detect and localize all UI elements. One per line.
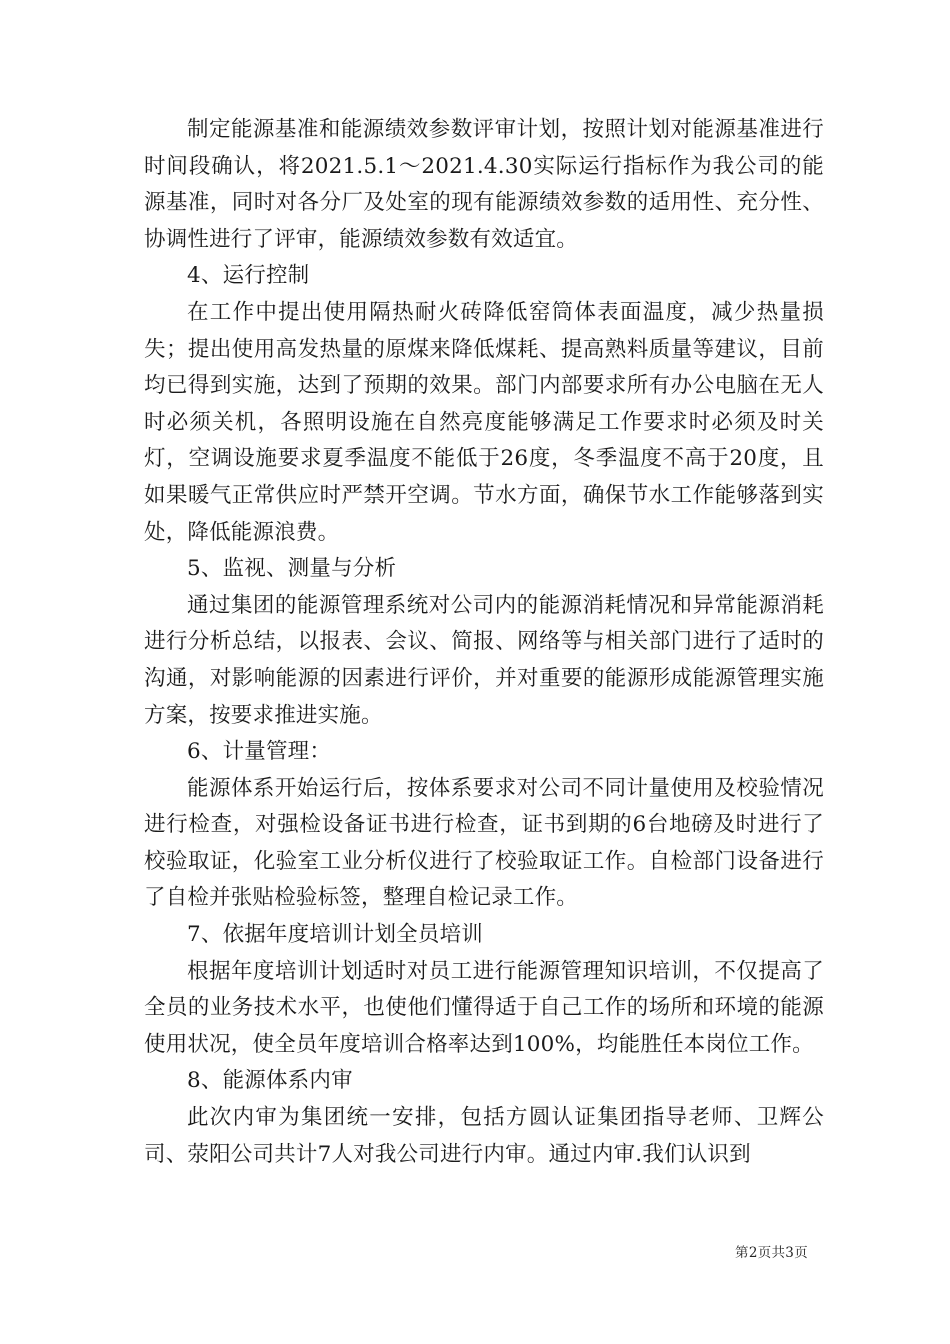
paragraph-metering-management: 能源体系开始运行后，按体系要求对公司不同计量使用及校验情况进行检查，对强检设备证书进行检查，证书到期的6台地磅及时进行了校验取证，化验室工业分析仪进行了校验取证工作。自检部门设备进行了自检并张贴检验标签，整理自检记录工作。	[144, 775, 824, 911]
paragraph-energy-baseline: 制定能源基准和能源绩效参数评审计划，按照计划对能源基准进行时间段确认，将2021.5.1～2021.4.30实际运行指标作为我公司的能源基准，同时对各分厂及处室的现有能源绩效参数的适用性、充分性、协调性进行了评审，能源绩效参数有效适宜。	[144, 117, 824, 252]
page-number-footer: 第2页共3页	[735, 1245, 808, 1261]
heading-monitoring-analysis: 5、监视、测量与分析	[187, 556, 397, 582]
paragraph-annual-training: 根据年度培训计划适时对员工进行能源管理知识培训，不仅提高了全员的业务技术水平，也使他们懂得适于自己工作的场所和环境的能源使用状况，使全员年度培训合格率达到100%，均能胜任本岗位工作。	[144, 958, 824, 1057]
document-body	[144, 112, 824, 1173]
heading-operation-control: 4、运行控制	[187, 263, 310, 289]
heading-internal-audit: 8、能源体系内审	[187, 1068, 353, 1094]
paragraph-internal-audit: 此次内审为集团统一安排，包括方圆认证集团指导老师、卫辉公司、荥阳公司共计7人对我公司进行内审。通过内审.我们认识到	[144, 1105, 824, 1167]
heading-annual-training: 7、依据年度培训计划全员培训	[187, 922, 483, 948]
paragraph-operation-control: 在工作中提出使用隔热耐火砖降低窑筒体表面温度，减少热量损失；提出使用高发热量的原煤来降低煤耗、提高熟料质量等建议，目前均已得到实施，达到了预期的效果。部门内部要求所有办公电脑在无人时必须关机，各照明设施在自然亮度能够满足工作要求时必须及时关灯，空调设施要求夏季温度不能低于26度，冬季温度不高于20度，且如果暖气正常供应时严禁开空调。节水方面，确保节水工作能够落到实处，降低能源浪费。	[144, 299, 824, 545]
heading-metering-management: 6、计量管理：	[187, 739, 332, 765]
paragraph-monitoring-analysis: 通过集团的能源管理系统对公司内的能源消耗情况和异常能源消耗进行分析总结，以报表、会议、简报、网络等与相关部门进行了适时的沟通，对影响能源的因素进行评价，并对重要的能源形成能源管理实施方案，按要求推进实施。	[144, 592, 824, 728]
